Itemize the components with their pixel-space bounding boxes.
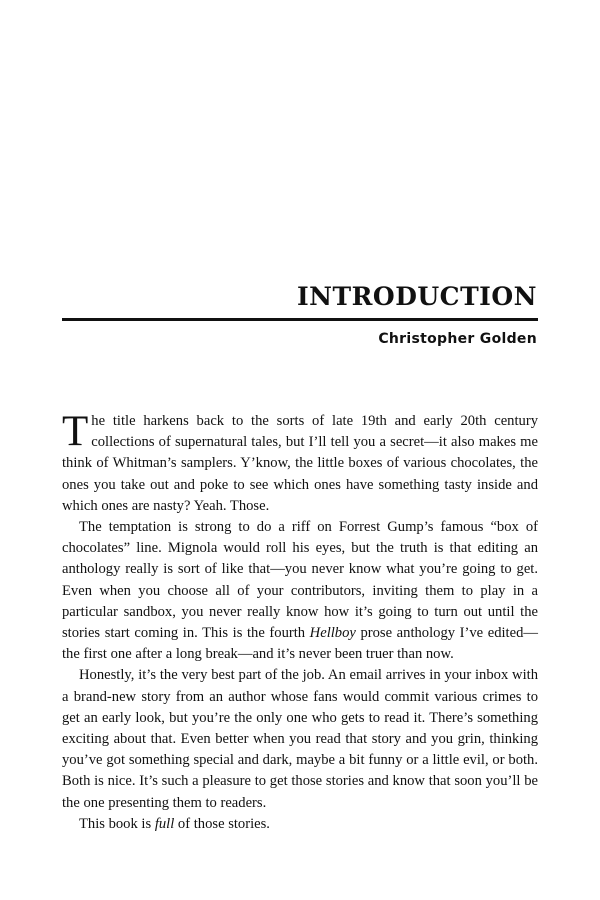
paragraph-3 bbox=[62, 665, 538, 813]
paragraph-2-text-end: prose anthology I’ve edited—the first one after a long break—and it’s never been truer than now. bbox=[62, 625, 538, 663]
paragraph-4-text: This book is bbox=[79, 815, 155, 832]
chapter-author: Christopher Golden bbox=[378, 331, 537, 347]
paragraph-1-text: he title harkens back to the sorts of late 19th and early 20th century collections of supernatural tales, but I’ll tell you a secret—it also makes me think of Whitman’s samplers. Y’know, the little boxes of various chocolates, the ones you take out and poke to see which ones have something tasty inside and which ones are nasty? Yeah. Those. bbox=[62, 413, 538, 514]
paragraph-2 bbox=[62, 517, 538, 665]
chapter-title: INTRODUCTION bbox=[296, 282, 537, 311]
paragraph-1 bbox=[62, 408, 538, 517]
paragraph-4 bbox=[62, 814, 538, 835]
paragraph-4-text-end: of those stories. bbox=[174, 815, 270, 832]
paragraph-4-italic: full bbox=[154, 815, 175, 832]
paragraph-2-text: The temptation is strong to do a riff on Forrest Gump’s famous “box of chocolates” line. Mignola would roll his eyes, but the truth is that editing an anthology really is sort of like that—you never know what you’re going to get. Even when you choose all of your contributors, inviting them to play in a particular sandbox, you never really know how it’s going to turn out until the stories start coming in. This is the fourth bbox=[62, 519, 538, 642]
drop-cap: T bbox=[62, 408, 89, 455]
title-rule bbox=[62, 318, 538, 321]
paragraph-3-text: Honestly, it’s the very best part of the job. An email arrives in your inbox with a brand-new story from an author whose fans would commit various crimes to get an early look, but you’re the only one who gets to read it. There’s something exciting about that. Even better when you read that story and you grin, thinking you’ve got something special and dark, maybe a bit funny or a little evil, or both. Both is nice. It’s such a pleasure to get those stories and know that soon you’ll be the one presenting them to readers. bbox=[62, 667, 538, 811]
paragraph-2-italic-title: Hellboy bbox=[309, 625, 356, 642]
body-text bbox=[62, 408, 538, 835]
